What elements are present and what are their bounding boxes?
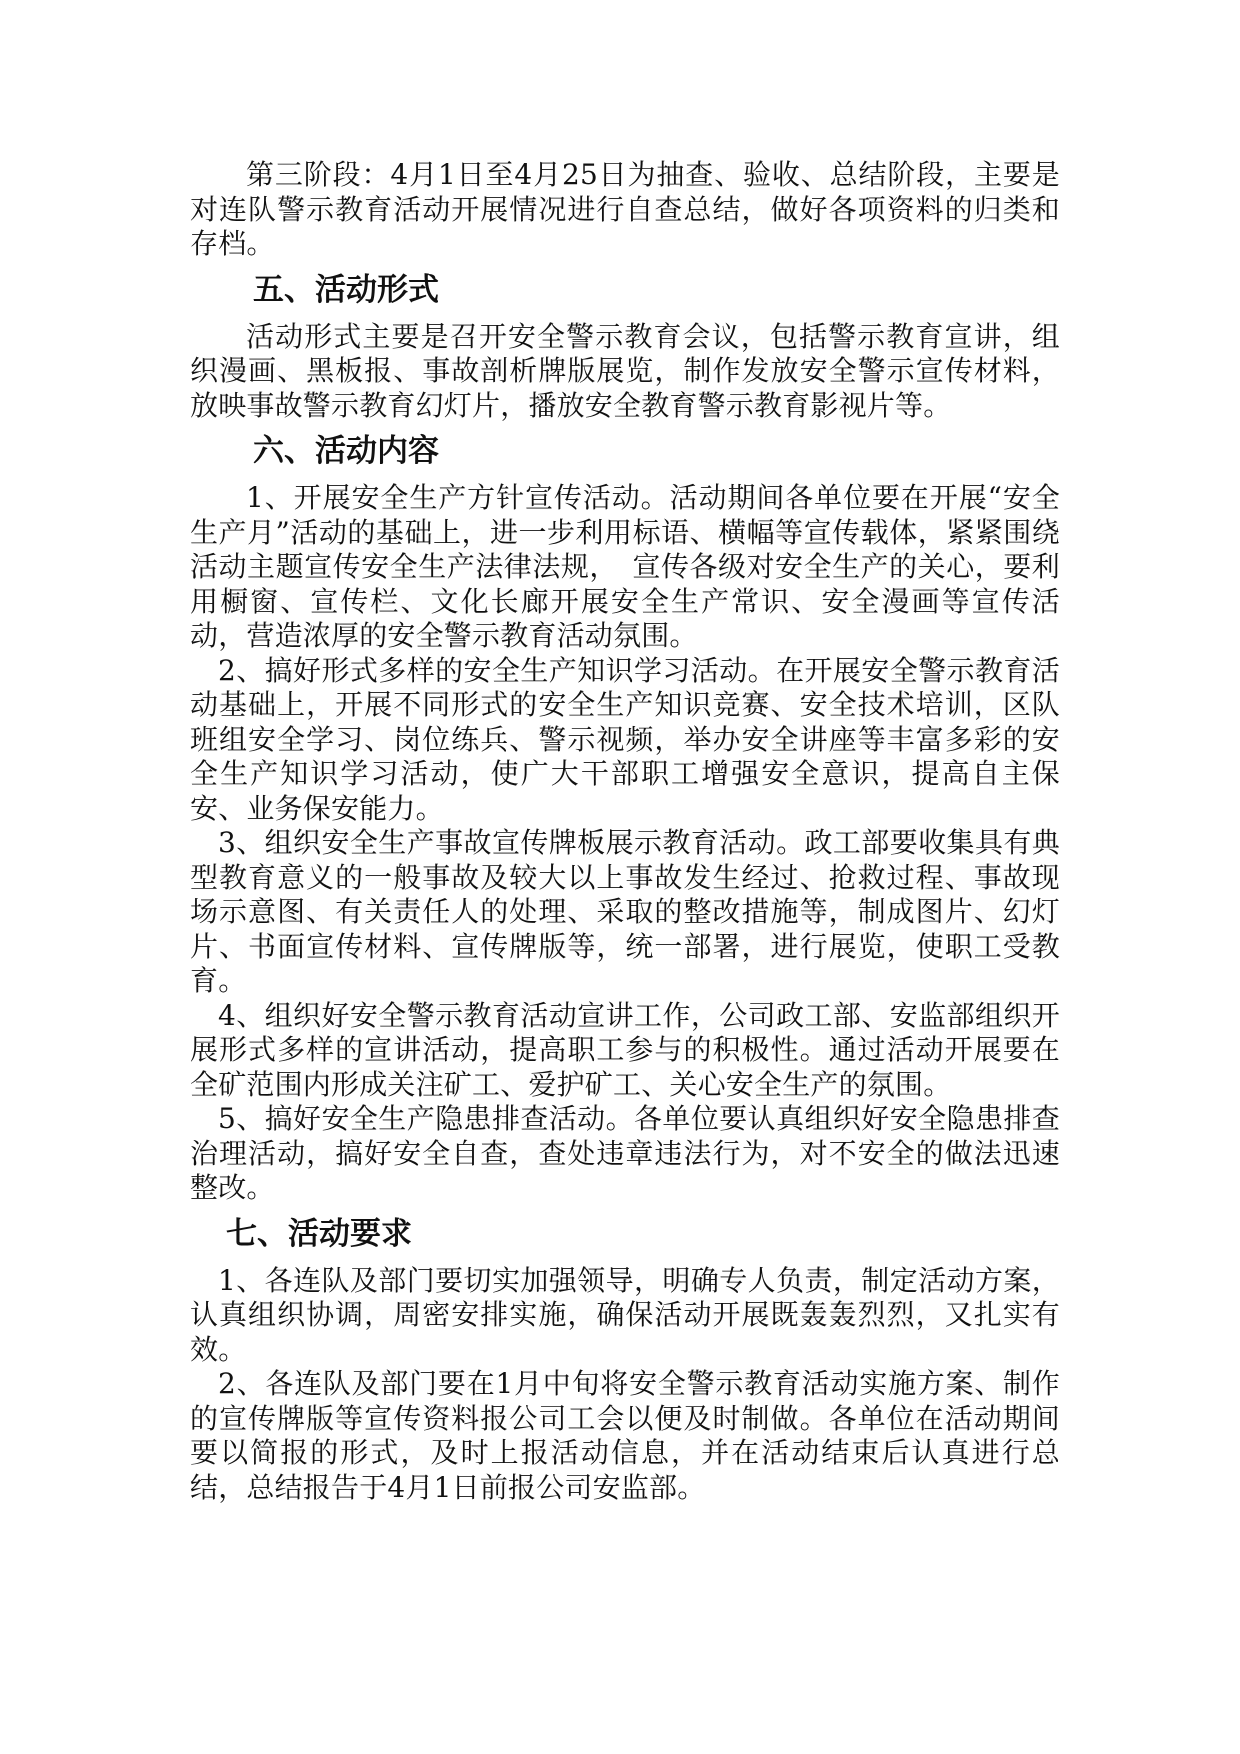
section5-body: 活动形式主要是召开安全警示教育会议，包括警示教育宣讲，组织漫画、黑板报、事故剖析牌版展览，制作发放安全警示宣传材料，放映事故警示教育幻灯片，播放安全教育警示教育影视片等。 [190,319,1060,422]
document-page [190,158,1060,1505]
section6-item-5: 5、搞好安全生产隐患排查活动。各单位要认真组织好安全隐患排查治理活动，搞好安全自查，查处违章违法行为，对不安全的做法迅速整改。 [190,1102,1060,1204]
section7-item-2: 2、各连队及部门要在1月中旬将安全警示教育活动实施方案、制作的宣传牌版等宣传资料报公司工会以便及时制做。各单位在活动期间要以简报的形式，及时上报活动信息，并在活动结束后认真进行总结，总结报告于4月1日前报公司安监部。 [190,1367,1060,1504]
section6-item-2: 2、搞好形式多样的安全生产知识学习活动。在开展安全警示教育活动基础上，开展不同形式的安全生产知识竞赛、安全技术培训，区队班组安全学习、岗位练兵、警示视频，举办安全讲座等丰富多彩的安全生产知识学习活动，使广大干部职工增强安全意识，提高自主保安、业务保安能力。 [190,653,1060,825]
section5-heading: 五、活动形式 [253,271,439,308]
section6-item-1: 1、开展安全生产方针宣传活动。活动期间各单位要在开展“安全生产月”活动的基础上，进一步利用标语、横幅等宣传载体，紧紧围绕活动主题宣传安全生产法律法规， 宣传各级对安全生产的关心，要利用橱窗、宣传栏、文化长廊开展安全生产常识、安全漫画等宣传活动，营造浓厚的安全警示教育活动氛围。 [190,481,1060,652]
section6-item-4: 4、组织好安全警示教育活动宣讲工作，公司政工部、安监部组织开展形式多样的宣讲活动，提高职工参与的积极性。通过活动开展要在全矿范围内形成关注矿工、爱护矿工、关心安全生产的氛围。 [190,998,1060,1101]
section6-item-3: 3、组织安全生产事故宣传牌板展示教育活动。政工部要收集具有典型教育意义的一般事故及较大以上事故发生经过、抢救过程、事故现场示意图、有关责任人的处理、采取的整改措施等，制成图片、幻灯片、书面宣传材料、宣传牌版等，统一部署，进行展览，使职工受教育。 [190,826,1060,997]
section6-heading: 六、活动内容 [253,433,439,469]
stage3-paragraph: 第三阶段：4月1日至4月25日为抽查、验收、总结阶段，主要是对连队警示教育活动开展情况进行自查总结，做好各项资料的归类和存档。 [190,158,1060,260]
section7-item-1: 1、各连队及部门要切实加强领导，明确专人负责，制定活动方案，认真组织协调，周密安排实施，确保活动开展既轰轰烈烈，又扎实有效。 [190,1263,1060,1366]
section7-heading: 七、活动要求 [226,1215,412,1252]
